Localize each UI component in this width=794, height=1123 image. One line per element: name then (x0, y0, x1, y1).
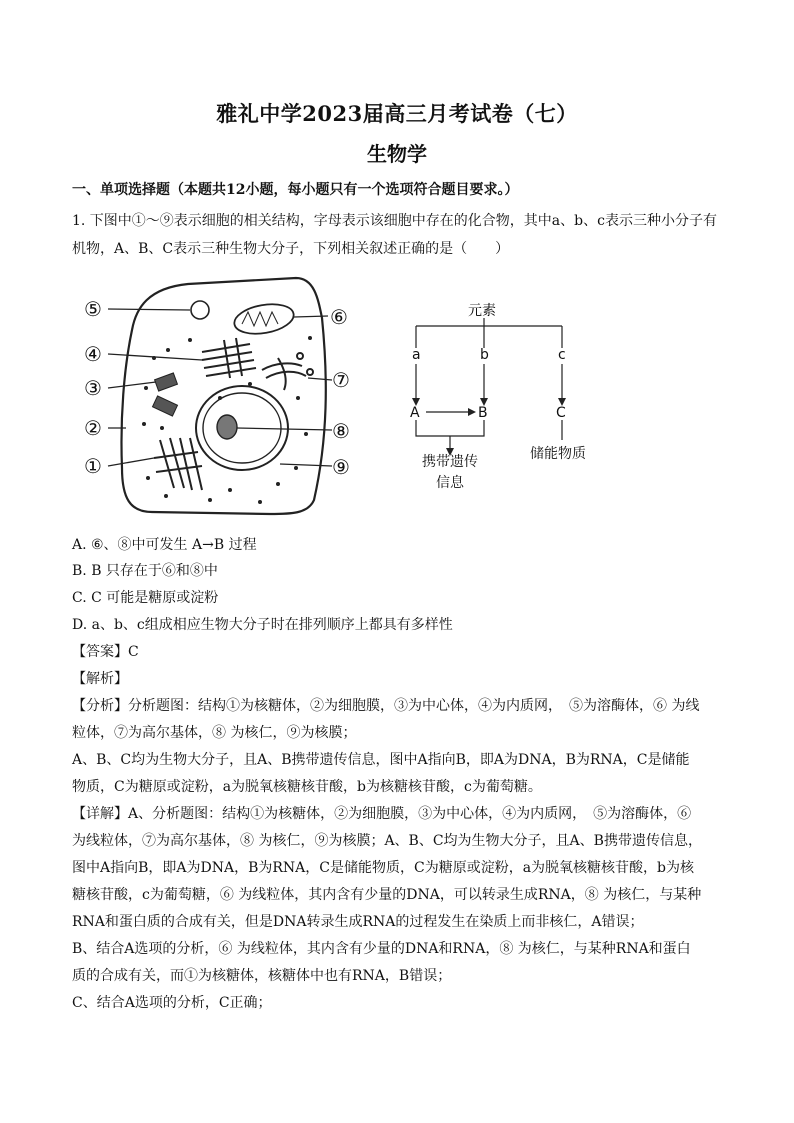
label-2: ② (84, 416, 102, 440)
analysis-line: 粒体，⑦为高尔基体，⑧ 为核仁，⑨为核膜； (72, 725, 357, 741)
label-8: ⑧ (332, 419, 350, 443)
analysis-line: B、结合A选项的分析，⑥ 为线粒体，其内含有少量的DNA和RNA，⑧ 为核仁，与某种RNA和蛋白 (72, 941, 691, 957)
option-a: A. ⑥、⑧中可发生 A→B 过程 (72, 537, 257, 553)
question-stem-line1: 1. 下图中①～⑨表示细胞的相关结构，字母表示该细胞中存在的化合物，其中a、b、c表示三种小分子有 (72, 213, 717, 229)
section-heading: 一、单项选择题（本题共12小题，每小题只有一个选项符合题目要求。） (72, 182, 519, 198)
question-figure (70, 268, 630, 530)
analysis-line: 【详解】A、分析题图：结构①为核糖体，②为细胞膜，③为中心体，④为内质网， ⑤为溶酶体，⑥ (72, 806, 692, 822)
label-4: ④ (84, 342, 102, 366)
analysis-line: 物质，C为糖原或淀粉，a为脱氧核糖核苷酸，b为核糖核苷酸，c为葡萄糖。 (72, 779, 542, 795)
flow-info-line1: 携带遗传 (422, 454, 478, 470)
flow-info-line2: 信息 (436, 475, 464, 491)
label-7: ⑦ (332, 368, 350, 392)
exam-subject: 生物学 (367, 142, 427, 166)
analysis-line: A、B、C均为生物大分子，且A、B携带遗传信息，图中A指向B，即A为DNA，B为RNA，C是储能 (72, 752, 690, 768)
label-9: ⑨ (332, 455, 350, 479)
flow-A: A (410, 405, 420, 421)
mitochondrion-shape (232, 300, 296, 338)
analysis-line: RNA和蛋白质的合成有关，但是DNA转录生成RNA的过程发生在染质上而非核仁，A错误； (72, 914, 644, 930)
flow-b: b (480, 347, 489, 363)
leader-lines (108, 309, 332, 466)
flow-elements: 元素 (468, 303, 496, 319)
er-shape (202, 338, 256, 378)
label-3: ③ (84, 376, 102, 400)
rough-er-shape (154, 438, 202, 490)
mitochondrion-cristae (242, 312, 278, 326)
option-b: B. B 只存在于⑥和⑧中 (72, 563, 218, 579)
flowchart (410, 303, 586, 491)
label-1: ① (84, 454, 102, 478)
flow-c: c (558, 347, 566, 363)
answer: 【答案】C (72, 644, 139, 660)
lysosome-shape (191, 301, 209, 319)
flow-storage: 储能物质 (530, 446, 586, 462)
option-d: D. a、b、c组成相应生物大分子时在排列顺序上都具有多样性 (72, 617, 453, 633)
exam-title: 雅礼中学2023届高三月考试卷（七） (216, 101, 578, 126)
analysis-line: 糖核苷酸，c为葡萄糖，⑥ 为线粒体，其内含有少量的DNA，可以转录生成RNA，⑧ 为核仁，与某种 (72, 887, 702, 903)
option-c: C. C 可能是糖原或淀粉 (72, 590, 219, 606)
label-5: ⑤ (84, 297, 102, 321)
flow-C: C (556, 405, 566, 421)
golgi-shape (262, 353, 313, 390)
analysis-label: 【解析】 (72, 671, 128, 687)
flow-a: a (412, 347, 421, 363)
cell-diagram (70, 268, 630, 530)
cell-membrane (121, 278, 325, 514)
flow-B: B (478, 405, 488, 421)
centriole-shape (152, 373, 177, 416)
analysis-line: 为线粒体，⑦为高尔基体，⑧ 为核仁，⑨为核膜；A、B、C均为生物大分子，且A、B携带遗传信息， (72, 833, 702, 849)
analysis-line: 质的合成有关，而①为核糖体，核糖体中也有RNA，B错误； (72, 968, 452, 984)
analysis-line: C、结合A选项的分析，C正确； (72, 995, 272, 1011)
label-6: ⑥ (330, 305, 348, 329)
analysis-line: 图中A指向B，即A为DNA，B为RNA，C是储能物质，C为糖原或淀粉，a为脱氧核糖核苷酸，b为核 (72, 860, 695, 876)
analysis-line: 【分析】分析题图：结构①为核糖体，②为细胞膜，③为中心体，④为内质网， ⑤为溶酶体，⑥ 为线 (72, 698, 700, 714)
question-stem-line2: 机物，A、B、C表示三种生物大分子，下列相关叙述正确的是（ ） (72, 241, 510, 257)
